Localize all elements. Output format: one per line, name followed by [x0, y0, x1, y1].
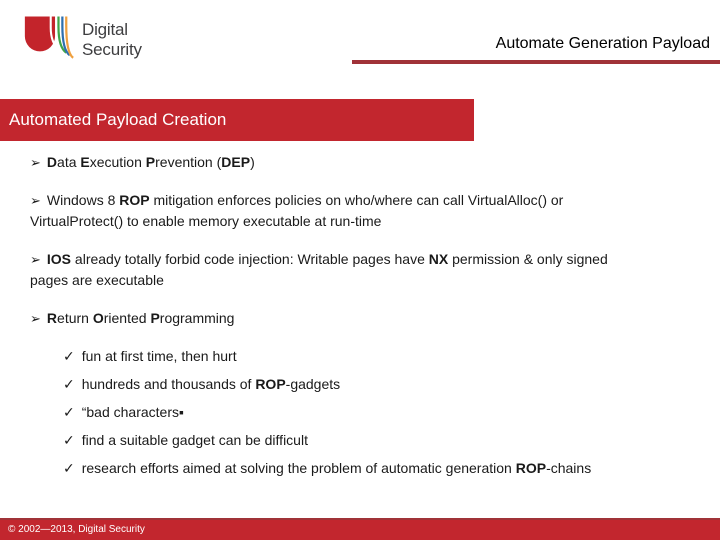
check-bullet-icon: ✓ — [63, 376, 75, 392]
sub-bullet-item: ✓ hundreds and thousands of ROP-gadgets — [63, 374, 712, 395]
brand-line2: Security — [82, 40, 142, 59]
digital-security-logo-icon — [24, 16, 74, 60]
arrow-bullet-icon: ➢ — [30, 193, 41, 208]
arrow-bullet-icon: ➢ — [30, 252, 41, 267]
sub-bullet-item: ✓ fun at first time, then hurt — [63, 346, 712, 367]
title-underline-rule — [352, 60, 720, 64]
sub-bullet-item: ✓ research efforts aimed at solving the problem of automatic generation ROP-chains — [63, 458, 712, 479]
footer-bar — [0, 518, 720, 540]
check-bullet-icon: ✓ — [63, 460, 75, 476]
digital-security-logo — [24, 16, 142, 60]
bullet-item: ➢ IOS already totally forbid code injection: Writable pages have NX permission & only signed pages are executable — [30, 251, 608, 288]
brand-line1: Digital — [82, 20, 128, 39]
check-bullet-icon: ✓ — [63, 404, 75, 420]
sub-bullet-item: ✓ find a suitable gadget can be difficult — [63, 430, 712, 451]
section-title-banner — [0, 99, 474, 141]
section-title: Automated Payload Creation — [9, 110, 227, 129]
bullet-list — [30, 152, 712, 479]
copyright-text: © 2002—2013, Digital Security — [8, 524, 145, 535]
brand-name — [82, 20, 142, 60]
bullet-item: ➢ Data Execution Prevention (DEP) — [30, 152, 712, 173]
bullet-item: ➢ Windows 8 ROP mitigation enforces policies on who/where can call VirtualAlloc() or VirtualProtect() to enable memory executable at run-time — [30, 192, 564, 229]
arrow-bullet-icon: ➢ — [30, 155, 41, 170]
arrow-bullet-icon: ➢ — [30, 311, 41, 326]
page-title: Automate Generation Payload — [495, 35, 710, 52]
check-bullet-icon: ✓ — [63, 348, 75, 364]
bullet-item: ➢ Return Oriented Programming — [30, 308, 712, 329]
sub-bullet-item: ✓ “bad characters▪ — [63, 402, 712, 423]
check-bullet-icon: ✓ — [63, 432, 75, 448]
